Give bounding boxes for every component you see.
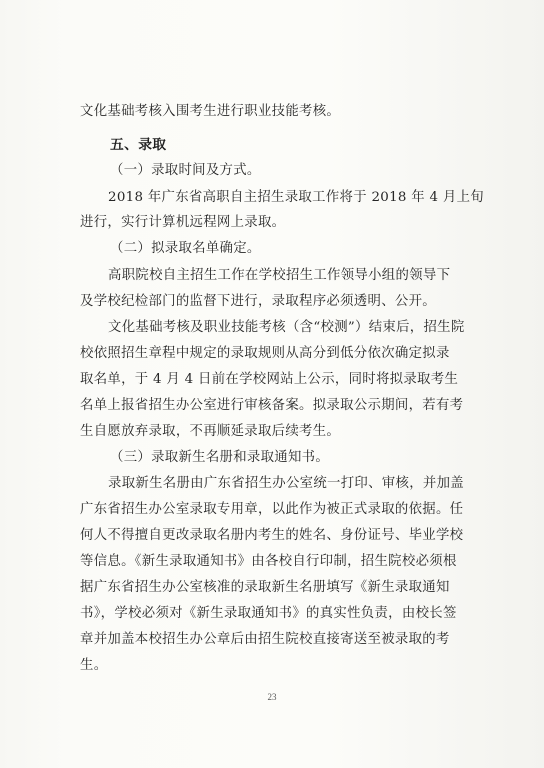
paragraph-line: 章并加盖本校招生办公章后由招生院校直接寄送至被录取的考 [80,632,450,647]
paragraph-line: 及学校纪检部门的监督下进行，录取程序必须透明、公开。 [80,294,436,309]
section-heading-admission: 五、录取 [110,137,167,153]
paragraph-line: 高职院校自主招生工作在学校招生工作领导小组的领导下 [108,268,451,283]
page-number: 23 [267,692,277,702]
subsection-heading-3: （三）录取新生名册和录取通知书。 [110,450,330,465]
paragraph-line: 生自愿放弃录取，不再顺延录取后续考生。 [80,424,341,439]
subsection-heading-2: （二）拟录取名单确定。 [110,241,261,256]
paragraph-line: 据广东省招生办公室核准的录取新生名册填写《新生录取通知 [80,580,450,595]
paragraph-line: 文化基础考核及职业技能考核（含“校测”）结束后，招生院 [108,320,465,335]
paragraph-line: 生。 [80,658,108,673]
paragraph-line: 名单上报省招生办公室进行审核备案。拟录取公示期间，若有考 [80,398,464,413]
paragraph-line: 校依照招生章程中规定的录取规则从高分到低分依次确定拟录 [80,346,450,361]
paragraph-line: 等信息。《新生录取通知书》由各校自行印制，招生院校必须根 [80,554,457,569]
subsection-heading-1: （一）录取时间及方式。 [110,163,261,178]
paragraph-line: 文化基础考核入围考生进行职业技能考核。 [80,104,341,119]
paragraph-line: 何人不得擅自更改录取名册内考生的姓名、身份证号、毕业学校 [80,528,464,543]
paragraph-line: 录取新生名册由广东省招生办公室统一打印、审核，并加盖 [108,476,464,491]
paragraph-line: 广东省招生办公室录取专用章，以此作为被正式录取的依据。任 [80,502,464,517]
paragraph-line: 2018 年广东省高职自主招生录取工作将于 2018 年 4 月上旬 [108,190,484,205]
paragraph-line: 取名单，于 4 月 4 日前在学校网站上公示，同时将拟录取考生 [80,372,459,387]
paragraph-line: 书》，学校必须对《新生录取通知书》的真实性负责，由校长签 [80,606,457,621]
paragraph-line: 进行，实行计算机远程网上录取。 [80,215,286,230]
